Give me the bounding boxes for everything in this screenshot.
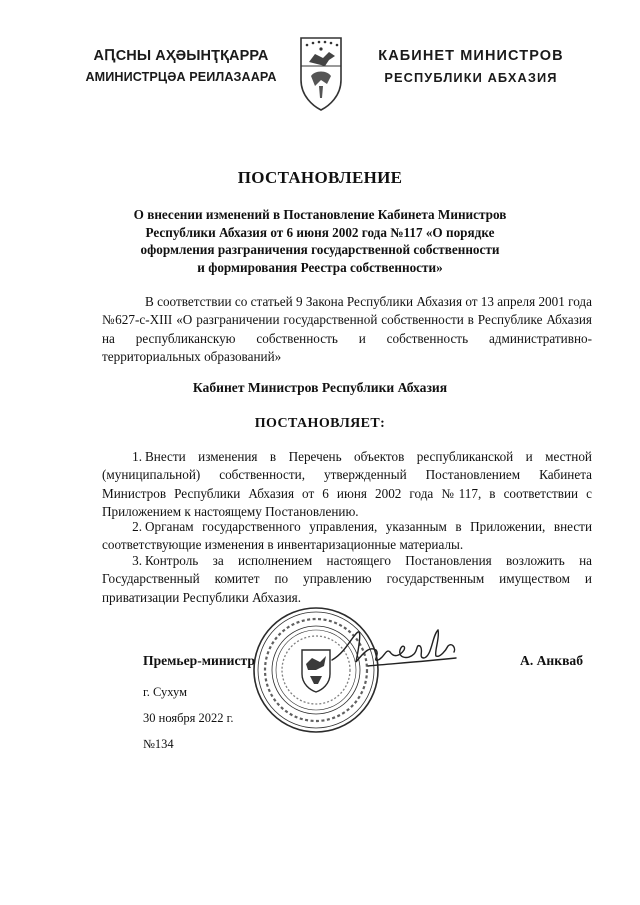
intro-paragraph [102,293,592,366]
signer-position: Премьер-министр [143,653,255,668]
document-subject [120,206,520,276]
document-number: №134 [143,737,174,751]
header-left-line1: АԤСНЫ АҲӘЫНҬҚАРРА [93,48,269,64]
subject-line: оформления разграничения государственной собственности [140,242,500,257]
header-right-line1: КАБИНЕТ МИНИСТРОВ [378,48,564,64]
decree-point-3 [102,552,592,607]
point-number: 1. [132,449,142,464]
header-right-line2: РЕСПУБЛИКИ АБХАЗИЯ [384,70,558,85]
subject-line: и формирования Реестра собственности» [197,259,443,275]
subject-line: О внесении изменений в Постановление Кабинета Министров [133,207,507,222]
decree-point-2 [102,518,592,555]
point-number: 2. [132,519,142,534]
abkhazia-emblem-icon [297,36,345,112]
cabinet-heading: Кабинет Министров Республики Абхазия [192,380,448,395]
point-number: 3. [132,553,142,568]
document-city: г. Сухум [143,685,188,699]
point-text: Внести изменения в Перечень объектов республиканской и местной (муниципальной) собственности, утвержденный Постановлением Кабинета Министров Республики Абхазия от 6 июня 2002 года №117, в соответствии с Приложением к настоящему Постановлению. [102,449,592,519]
header-right-title [376,46,566,88]
document-title: ПОСТАНОВЛЕНИЕ [237,168,403,187]
decree-point-1 [102,448,592,521]
point-text: Контроль за исполнением настоящего Постановления возложить на Государственный комитет по управлению государственным имуществом и приватизации Республики Абхазия. [102,553,592,605]
header-left-title [78,46,284,88]
intro-text: В соответствии со статьей 9 Закона Республики Абхазия от 13 апреля 2001 года №627-с-XIII «О разграничении государственной собственности в Республике Абхазия на республиканскую собственность и собственность административно-территориальных образований» [102,294,592,364]
handwritten-signature-icon [328,622,468,678]
header-left-line2: АМИНИСТРЦӘА РЕИЛАЗААРА [85,70,277,84]
subject-line: Республики Абхазия от 6 июня 2002 года №117 «О порядке [145,224,495,240]
signer-name: А. Анкваб [520,653,584,668]
document-date: 30 ноября 2022 г. [143,711,234,725]
decree-heading: ПОСТАНОВЛЯЕТ: [254,416,386,431]
point-text: Органам государственного управления, указанным в Приложении, внести соответствующие изменения в инвентаризационные материалы. [102,519,592,553]
